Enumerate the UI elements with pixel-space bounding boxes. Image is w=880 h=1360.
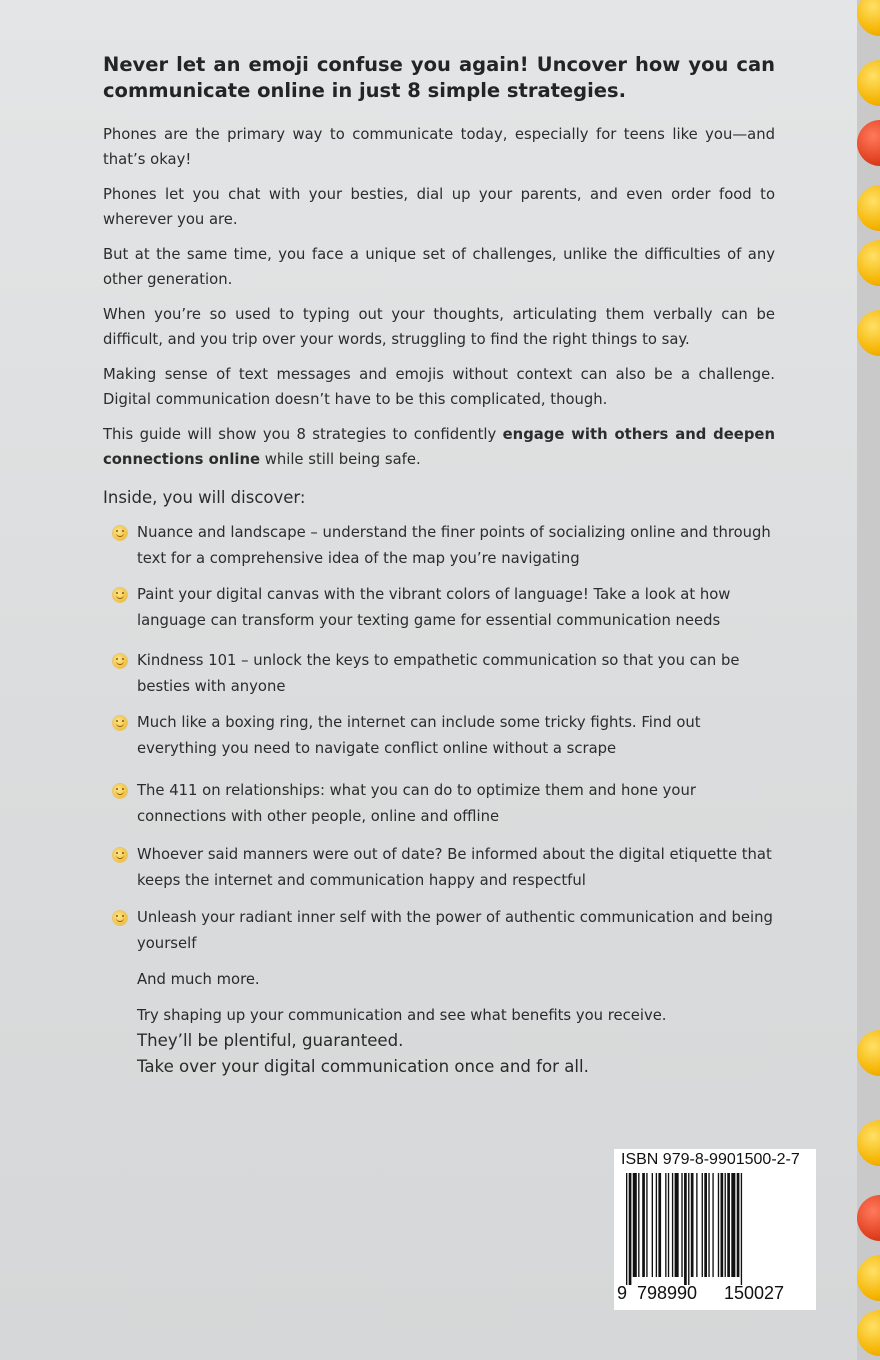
- barcode-bar: [633, 1173, 637, 1277]
- barcode-bar: [672, 1173, 673, 1277]
- isbn-label: ISBN 979-8-9901500-2-7: [621, 1151, 800, 1168]
- list-item: [103, 905, 775, 957]
- closing-line: Take over your digital communication once and for all.: [137, 1057, 589, 1076]
- paragraph: Phones are the primary way to communicate today, especially for teens like you—and that’s okay!: [103, 126, 775, 168]
- barcode-bar: [675, 1173, 679, 1277]
- list-item: [103, 648, 775, 700]
- barcode-bar: [665, 1173, 666, 1277]
- list-item: [103, 842, 775, 894]
- barcode-bar: [629, 1173, 632, 1285]
- list-item-text: Kindness 101 – unlock the keys to empathetic communication so that you can be besties with anyone: [137, 652, 740, 695]
- barcode-bar: [688, 1173, 689, 1285]
- smiley-emoji-icon: [113, 526, 127, 540]
- barcode-bar: [652, 1173, 653, 1277]
- barcode-bar: [668, 1173, 669, 1277]
- barcode-bar: [684, 1173, 687, 1285]
- barcode-bar: [731, 1173, 735, 1277]
- barcode-bar: [638, 1173, 639, 1277]
- emoji-icon: [857, 120, 880, 166]
- barcode-bar: [708, 1173, 709, 1277]
- barcode-bar: [737, 1173, 740, 1277]
- smiley-emoji-icon: [113, 654, 127, 668]
- guide-text-start: This guide will show you 8 strategies to confidently: [103, 426, 503, 443]
- list-item: [103, 710, 775, 762]
- list-item: [103, 582, 775, 634]
- emoji-icon: [857, 60, 880, 106]
- barcode-digits-group-2: 150027: [724, 1283, 785, 1303]
- list-item-text: Nuance and landscape – understand the finer points of socializing online and through text for a comprehensive idea of the map you’re navigating: [137, 524, 771, 567]
- barcode-bar: [681, 1173, 682, 1277]
- emoji-icon: [857, 1120, 880, 1166]
- list-item-text: The 411 on relationships: what you can do to optimize them and hone your connections with other people, online and offline: [137, 782, 696, 825]
- barcode-bar: [727, 1173, 730, 1277]
- emoji-icon: [857, 1195, 880, 1241]
- and-more-text: And much more.: [137, 971, 260, 988]
- guide-text-end: while still being safe.: [260, 451, 421, 468]
- barcode-bar: [642, 1173, 645, 1277]
- emoji-icon: [857, 0, 880, 36]
- guide-text-bold: engage with others and deepen connections online: [103, 426, 775, 468]
- paragraph: Making sense of text messages and emojis without context can also be a challenge. Digital communication doesn’t have to be this complicated, though.: [103, 366, 775, 408]
- emoji-icon: [857, 310, 880, 356]
- headline: Never let an emoji confuse you again! Uncover how you can communicate online in just 8 simple strategies.: [103, 53, 775, 102]
- smiley-emoji-icon: [113, 911, 127, 925]
- barcode-bar: [702, 1173, 703, 1277]
- guide-paragraph: [103, 422, 775, 472]
- smiley-emoji-icon: [113, 716, 127, 730]
- cover-edge-emoji-strip: [857, 0, 880, 1360]
- barcode-digits-group-1: 798990: [637, 1283, 698, 1303]
- emoji-icon: [857, 240, 880, 286]
- closing-line: They’ll be plentiful, guaranteed.: [137, 1031, 404, 1050]
- emoji-icon: [857, 1310, 880, 1356]
- barcode-bar: [626, 1173, 627, 1285]
- list-item-text: Much like a boxing ring, the internet can include some tricky fights. Find out everything you need to navigate conflict online without a scrape: [137, 714, 701, 757]
- discover-list: [103, 520, 775, 957]
- emoji-icon: [857, 185, 880, 231]
- list-item-text: Whoever said manners were out of date? Be informed about the digital etiquette that keeps the internet and communication happy and respectful: [137, 846, 772, 889]
- barcode-bar: [725, 1173, 726, 1277]
- emoji-icon: [857, 1255, 880, 1301]
- emoji-icon: [857, 1030, 880, 1076]
- barcode-bar: [712, 1173, 713, 1277]
- back-cover-text: [103, 52, 775, 1080]
- barcode-bar: [718, 1173, 719, 1277]
- barcode-digit-first: 9: [617, 1283, 628, 1303]
- barcode-bar: [696, 1173, 697, 1277]
- isbn-barcode: [614, 1149, 816, 1310]
- barcode-bar: [704, 1173, 707, 1277]
- barcode-bar: [741, 1173, 742, 1285]
- smiley-emoji-icon: [113, 848, 127, 862]
- closing-section: [103, 967, 775, 1080]
- barcode-bar: [721, 1173, 724, 1277]
- list-item: [103, 520, 775, 572]
- barcode-bar: [658, 1173, 661, 1277]
- closing-line: Try shaping up your communication and see what benefits you receive.: [137, 1007, 667, 1024]
- barcode-bar: [656, 1173, 657, 1277]
- barcode-bar: [691, 1173, 694, 1277]
- paragraph: When you’re so used to typing out your thoughts, articulating them verbally can be difficult, and you trip over your words, struggling to find the right things to say.: [103, 306, 775, 348]
- paragraph: But at the same time, you face a unique set of challenges, unlike the difficulties of any other generation.: [103, 246, 775, 288]
- list-item-text: Paint your digital canvas with the vibrant colors of language! Take a look at how language can transform your texting game for essential communication needs: [137, 586, 731, 629]
- barcode-bars: [626, 1173, 806, 1285]
- smiley-emoji-icon: [113, 784, 127, 798]
- paragraph: Phones let you chat with your besties, dial up your parents, and even order food to wherever you are.: [103, 186, 775, 228]
- smiley-emoji-icon: [113, 588, 127, 602]
- barcode-bar: [646, 1173, 647, 1277]
- inside-heading: Inside, you will discover:: [103, 488, 306, 507]
- list-item-text: Unleash your radiant inner self with the power of authentic communication and being yourself: [137, 909, 773, 952]
- list-item: [103, 778, 775, 830]
